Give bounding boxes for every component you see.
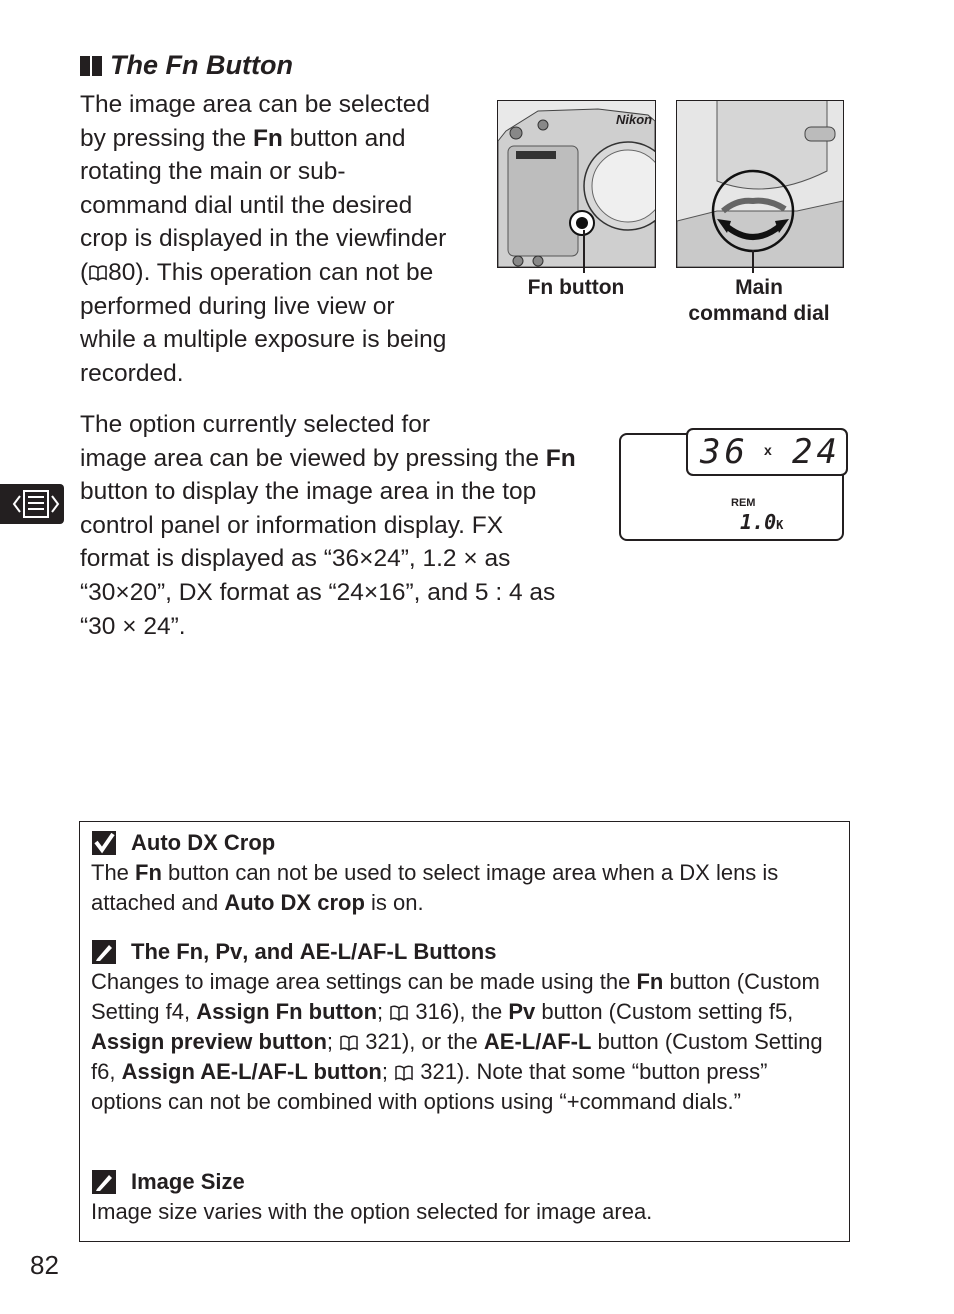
image-area-readout bbox=[686, 428, 848, 476]
book-reference-icon bbox=[88, 264, 108, 282]
page-number: 82 bbox=[30, 1250, 59, 1280]
lcd-rem-value: 1.0K bbox=[740, 510, 784, 534]
chapter-tab bbox=[0, 484, 64, 524]
note-body: The Fn button can not be used to select image area when a DX lens is attached and Auto DX crop is on. bbox=[91, 860, 779, 915]
intro-paragraph: The image area can be selected by pressing the Fn button and rotating the main or sub- command dial until the desired crop is displayed in the viewfinder ( 80). This operation can not be performed during live view or while a multiple exposure is being recorded. bbox=[80, 91, 447, 387]
note-title: Image Size bbox=[131, 1169, 245, 1194]
book-reference-icon bbox=[394, 1065, 414, 1081]
caution-check-icon bbox=[91, 830, 117, 856]
lcd-separator: x bbox=[764, 442, 772, 458]
fn-button-caption: Fn button bbox=[527, 276, 625, 299]
display-paragraph: The option currently selected for image area can be viewed by pressing the Fn button to display the image area in the top control panel or information display. FX format is displayed as “36×24”, 1.2 × as “30×20”, DX format as “24×16”, and 5 : 4 as “30 × 24”. bbox=[80, 411, 576, 640]
note-title: Auto DX Crop bbox=[131, 830, 276, 855]
pencil-note-icon bbox=[91, 1169, 117, 1195]
book-reference-icon bbox=[339, 1035, 359, 1051]
lcd-value-left: 36 bbox=[700, 432, 749, 472]
note-body: Changes to image area settings can be made using the Fn button (Custom Setting f4, Assign Fn button; 316), the Pv button (Custom setting f5, Assign preview button; 321), or the AE-L/AF-L button (Custom Setting f6, Assign AE-L/AF-L button; 321). Note that some “button press” options can not be combined with options using “+command dials.” bbox=[91, 969, 823, 1114]
section-marker-icon bbox=[80, 56, 104, 76]
command-dial-icon bbox=[677, 101, 843, 267]
section-title: The Fn Button bbox=[110, 50, 293, 80]
note-auto-dx-crop bbox=[91, 828, 836, 918]
fn-key-label: Fn bbox=[545, 444, 576, 472]
image-area-menu-icon bbox=[0, 484, 64, 524]
notes-box bbox=[79, 821, 850, 1242]
lcd-rem-label: REM bbox=[731, 497, 756, 509]
lcd-value-right: 24 bbox=[792, 432, 841, 472]
command-dial-illustration bbox=[676, 100, 844, 268]
note-title: The Fn, Pv, and AE-L/AF-L Buttons bbox=[131, 939, 497, 964]
main-dial-caption: Main command dial bbox=[688, 276, 830, 325]
fn-leader-line bbox=[583, 230, 585, 273]
note-body: Image size varies with the option selected for image area. bbox=[91, 1199, 653, 1224]
camera-brand-logo: Nikon bbox=[616, 112, 653, 127]
book-reference-icon bbox=[389, 1005, 409, 1021]
dial-leader-line bbox=[752, 250, 754, 273]
note-image-size bbox=[91, 1167, 836, 1227]
camera-front-illustration bbox=[497, 100, 656, 268]
section-heading bbox=[80, 50, 293, 81]
fn-key-label: Fn bbox=[252, 124, 283, 152]
note-fn-pv-buttons bbox=[91, 937, 836, 1117]
pencil-note-icon bbox=[91, 939, 117, 965]
